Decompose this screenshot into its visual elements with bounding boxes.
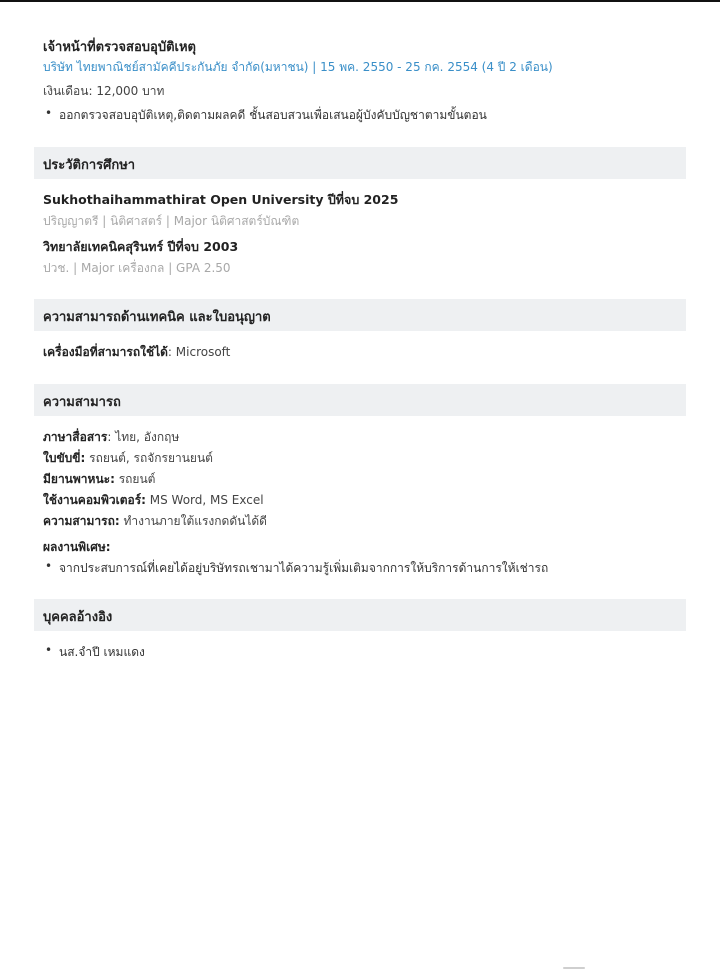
- special-work-item: • จากประสบการณ์ที่เคยได้อยู่บริษัทรถเชามาได้ความรู้เพิ่มเติมจากการให้บริการด้านการให้เช่ารถ: [59, 559, 548, 578]
- section-title: บุคคลอ้างอิง: [43, 610, 113, 625]
- tools-label: เครื่องมือที่สามารถใช้ได้: [43, 345, 168, 359]
- ability-value: ทำงานภายใต้แรงกดดันได้ดี: [119, 514, 267, 528]
- company-and-dates: บริษัท ไทยพาณิชย์สามัคคีประกันภัย จำกัด(มหาชน) | 15 พค. 2550 - 25 กค. 2554 (4 ปี 2 เดือน): [43, 60, 553, 74]
- ability-label: ภาษาสื่อสาร: [43, 430, 108, 444]
- ability-row: [43, 449, 213, 468]
- education-school: Sukhothaihammathirat Open University ปีที่จบ 2025: [43, 192, 399, 207]
- section-title: ความสามารถ: [43, 395, 121, 410]
- ability-value: รถยนต์, รถจักรยานยนต์: [85, 451, 213, 465]
- ability-label: มียานพาหนะ:: [43, 472, 115, 486]
- ability-value: รถยนต์: [114, 472, 156, 486]
- education-section-header: [34, 147, 686, 179]
- references-section-header: [34, 599, 686, 631]
- duty-item: • ออกตรวจสอบอุบัติเหตุ,ติดตามผลคดี ชั้นสอบสวนเพื่อเสนอผู้บังคับบัญชาตามขั้นตอน: [59, 106, 487, 125]
- job-title: เจ้าหน้าที่ตรวจสอบอุบัติเหตุ: [43, 40, 196, 55]
- ability-value: MS Word, MS Excel: [145, 493, 264, 507]
- abilities-section-header: [34, 384, 686, 416]
- salary: เงินเดือน: 12,000 บาท: [43, 84, 165, 98]
- technical-section-header: [34, 299, 686, 331]
- ability-row: [43, 428, 179, 447]
- section-title: ประวัติการศึกษา: [43, 158, 136, 173]
- education-school: วิทยาลัยเทคนิคสุรินทร์ ปีที่จบ 2003: [43, 239, 239, 254]
- reference-item: • นส.จำปี เหมแดง: [59, 643, 145, 662]
- ability-row: [43, 470, 155, 489]
- page-corner-mark: [563, 967, 585, 969]
- education-detail: ปวช. | Major เครื่องกล | GPA 2.50: [43, 261, 231, 275]
- top-border: [0, 0, 720, 2]
- ability-label: ใช้งานคอมพิวเตอร์:: [43, 493, 146, 507]
- special-works-heading: ผลงานพิเศษ:: [43, 540, 111, 554]
- tools-value: : Microsoft: [167, 345, 231, 359]
- ability-value: : ไทย, อังกฤษ: [107, 430, 180, 444]
- ability-label: ความสามารถ:: [43, 514, 120, 528]
- ability-label: ใบขับขี่:: [43, 451, 86, 465]
- ability-row: [43, 512, 267, 531]
- ability-row: [43, 491, 264, 510]
- education-detail: ปริญญาตรี | นิติศาสตร์ | Major นิติศาสตร์บัณฑิต: [43, 214, 300, 228]
- tools-row: [43, 343, 230, 362]
- section-title: ความสามารถด้านเทคนิค และใบอนุญาต: [43, 310, 271, 325]
